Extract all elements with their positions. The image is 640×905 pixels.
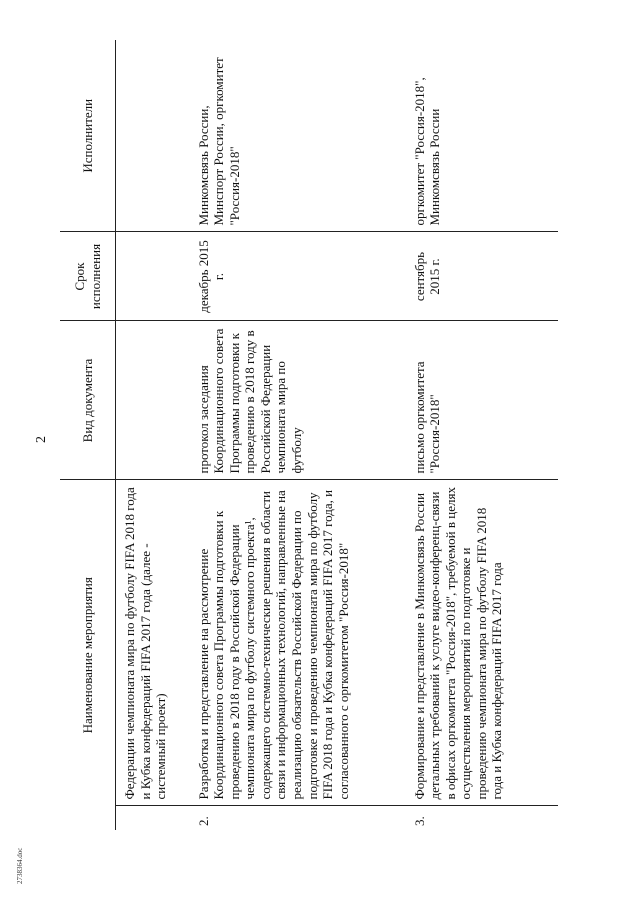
row-executors: Минкомсвязь России, Минспорт России, оргкомитет "Россия-2018" xyxy=(192,40,408,232)
table-row xyxy=(408,40,558,830)
row-doc-type xyxy=(116,321,192,480)
row-name: Федерации чемпионата мира по футболу FIFA 2018 года и Кубка конфедераций FIFA 2017 года (далее - системный проект) xyxy=(116,480,192,806)
row-deadline: декабрь 2015 г. xyxy=(192,232,408,321)
row-number: 2. xyxy=(195,816,211,826)
header-deadline: Срок исполнения xyxy=(60,232,116,321)
table-header-row xyxy=(60,40,116,830)
header-name: Наименование мероприятия xyxy=(60,480,116,830)
row-deadline xyxy=(116,232,192,321)
header-executors: Исполнители xyxy=(60,40,116,232)
measures-table-wrapper xyxy=(60,40,580,830)
row-number xyxy=(116,806,192,830)
row-number: 3. xyxy=(411,816,427,826)
measures-table xyxy=(60,40,558,830)
row-name: Формирование и представление в Минкомсвязь России детальных требований к услуге видео-конференц-связи в офисах оргкомитета "Россия-2018", требуемой в целях осуществления мероприятий по подготовке и проведению чемпионата мира по футболу FIFA 2018 года и Кубка конфедераций FIFA 2017 года xyxy=(408,480,558,806)
row-deadline: сентябрь 2015 г. xyxy=(408,232,558,321)
row-doc-type: протокол заседания Координационного совета Программы подготовки к проведению в 2018 году в Российской Федерации чемпионата мира по футболу xyxy=(192,321,408,480)
table-row xyxy=(116,40,192,830)
row-name: Разработка и представление на рассмотрение Координационного совета Программы подготовки к проведению в 2018 году в Российской Федерации чемпионата мира по футболу системного проекта¹, содержащего системно-технические решения в области связи и информационных технологий, направленные на реализацию обязательств Российской Федерации по подготовке и проведению чемпионата мира по футболу FIFA 2018 года и Кубка конфедераций FIFA 2017 года, и согласованного с оргкомитетом "Россия-2018" xyxy=(192,480,408,806)
row-executors xyxy=(116,40,192,232)
row-doc-type: письмо оргкомитета "Россия-2018" xyxy=(408,321,558,480)
footer-filename: 2738364.doc xyxy=(16,847,24,884)
row-executors: оргкомитет "Россия-2018", Минкомсвязь России xyxy=(408,40,558,232)
header-doc-type: Вид документа xyxy=(60,321,116,480)
page-number: 2 xyxy=(34,436,49,443)
table-row xyxy=(192,40,408,830)
